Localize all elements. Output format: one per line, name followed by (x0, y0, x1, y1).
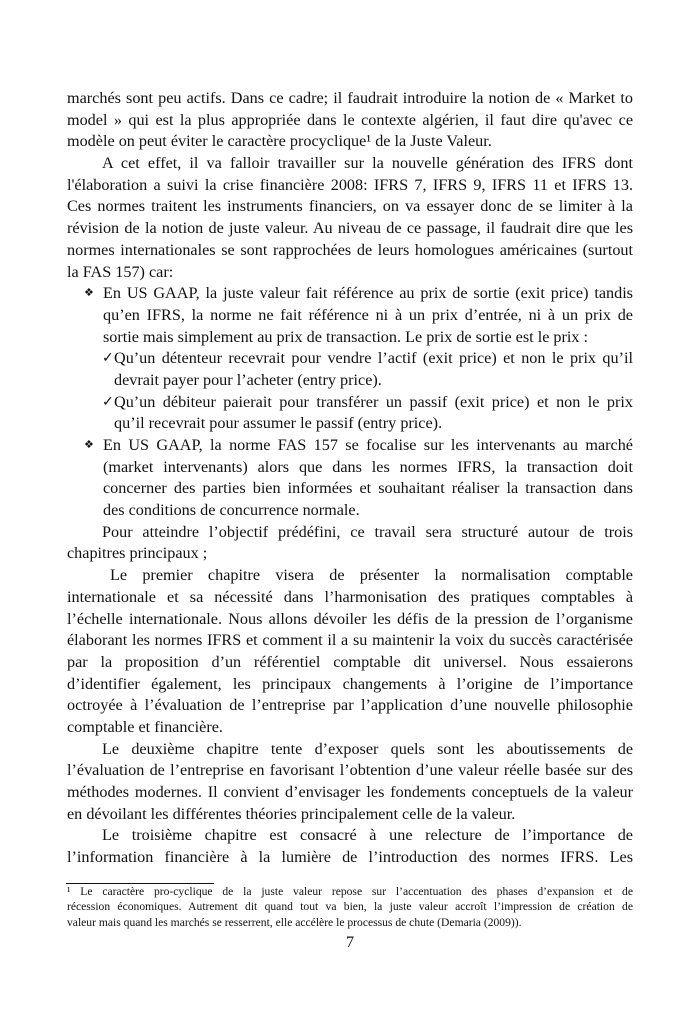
text-line: chapitres principaux ; (67, 544, 208, 563)
footnote-line: récession économiques. Autrement dit quand tout va bien, la juste valeur accroît l’impression de création de (67, 900, 633, 914)
paragraph (67, 739, 633, 826)
diamond-bullet-icon: ❖ (84, 287, 94, 300)
text-line: En US GAAP, la norme FAS 157 se focalise sur les intervenants au marché (103, 436, 633, 454)
footnote (67, 884, 633, 930)
footnote-line: ¹ Le caractère pro-cyclique de la juste valeur repose sur l’accentuation des phases d’expansion et de (67, 885, 633, 898)
text-line: comptable et financière. (67, 717, 223, 736)
text-line: internationale et sa nécessité dans l’harmonisation des pratiques comptables à (67, 587, 633, 606)
text-line: méthodes modernes. Il convient d’envisager les fondements conceptuels de la valeur (67, 783, 633, 801)
text-line: d’identifier également, les principaux changements à l’origine de l’importance (67, 674, 633, 693)
text-line: par la proposition d’un référentiel comptable dit universel. Nous essaierons (67, 652, 633, 671)
text-line: devrait payer pour l’acheter (entry price). (114, 370, 382, 389)
text-line: des conditions de concurrence normale. (103, 501, 360, 520)
text-line: marchés sont peu actifs. Dans ce cadre; il faudrait introduire la notion de « Market to (67, 89, 633, 107)
text-line: l’évaluation de l’entreprise en favorisant l’obtention d’une valeur réelle basée sur des (67, 761, 633, 780)
text-line: Qu’un débiteur paierait pour transférer un passif (exit price) et non le prix (114, 392, 633, 411)
body-text (67, 88, 633, 869)
page-number: 7 (346, 934, 354, 951)
text-line: l'élaboration a suivi la crise financière 2008: IFRS 7, IFRS 9, IFRS 11 et IFRS 13. (67, 175, 633, 194)
text-line: la FAS 157) car: (67, 262, 174, 281)
text-line: Qu’un détenteur recevrait pour vendre l’actif (exit price) et non le prix qu’il (114, 349, 633, 368)
text-line: En US GAAP, la juste valeur fait référence au prix de sortie (exit price) tandis (103, 284, 633, 303)
text-line: révision de la notion de juste valeur. Au niveau de ce passage, il faudrait dire que les (67, 219, 633, 238)
check-item (67, 392, 633, 435)
text-line: en dévoilant les différentes théories principalement celle de la valeur. (67, 804, 516, 823)
text-line: octroyée à l’évaluation de l’entreprise par l’application d’une nouvelle philosophie (67, 696, 633, 715)
text-line: modèle on peut éviter le caractère procyclique¹ de la Juste Valeur. (67, 132, 492, 151)
diamond-bullet-icon: ❖ (84, 439, 94, 451)
text-line: l’échelle internationale. Nous allons dévoiler les défis de la pression de l’organisme (67, 609, 633, 628)
text-line: Le deuxième chapitre tente d’exposer quels sont les aboutissements de (102, 739, 633, 758)
paragraph (67, 88, 633, 153)
text-line: sortie mais simplement au prix de transaction. Le prix de sortie est le prix : (103, 327, 589, 346)
paragraph (67, 153, 633, 283)
text-line: concerner des parties bien informées et souhaitant réaliser la transaction dans (103, 479, 633, 498)
text-line: Le troisième chapitre est consacré à une relecture de l’importance de (102, 826, 633, 845)
paragraph (67, 565, 633, 739)
text-line: qu’il recevrait pour assumer le passif (entry price). (114, 414, 443, 433)
text-line: qu’en IFRS, la norme ne fait référence ni à un prix d’entrée, ni à un prix de (103, 305, 633, 324)
text-line: élaborant les normes IFRS et comment il a su maintenir la voix du succès caractérisée (67, 631, 633, 650)
bullet-item (67, 283, 633, 348)
check-item (67, 348, 633, 391)
checkmark-icon: ✓ (102, 394, 114, 410)
bullet-item (67, 435, 633, 522)
text-line: (market intervenants) alors que dans les normes IFRS, la transaction doit (103, 457, 633, 476)
text-line: Pour atteindre l’objectif prédéfini, ce travail sera structuré autour de trois (102, 522, 633, 541)
paragraph (67, 522, 633, 565)
text-line: A cet effet, il va falloir travailler sur la nouvelle génération des IFRS dont (102, 154, 633, 173)
footnote-line: valeur mais quand les marchés se resserrent, elle accélère le processus de chute (Demaria (2009)). (67, 915, 522, 929)
checkmark-icon: ✓ (102, 351, 114, 367)
text-line: l’information financière à la lumière de l’introduction des normes IFRS. Les (67, 848, 633, 867)
text-line: model » qui est la plus appropriée dans le contexte algérien, il faut dire qu'avec ce (67, 110, 633, 129)
text-line: Le premier chapitre visera de présenter la normalisation comptable (110, 566, 633, 585)
text-line: normes internationales se sont rapprochées de leurs homologues américaines (surtout (67, 240, 633, 259)
text-line: Ces normes traitent les instruments financiers, on va essayer donc de se limiter à la (67, 197, 633, 216)
paragraph (67, 825, 633, 868)
